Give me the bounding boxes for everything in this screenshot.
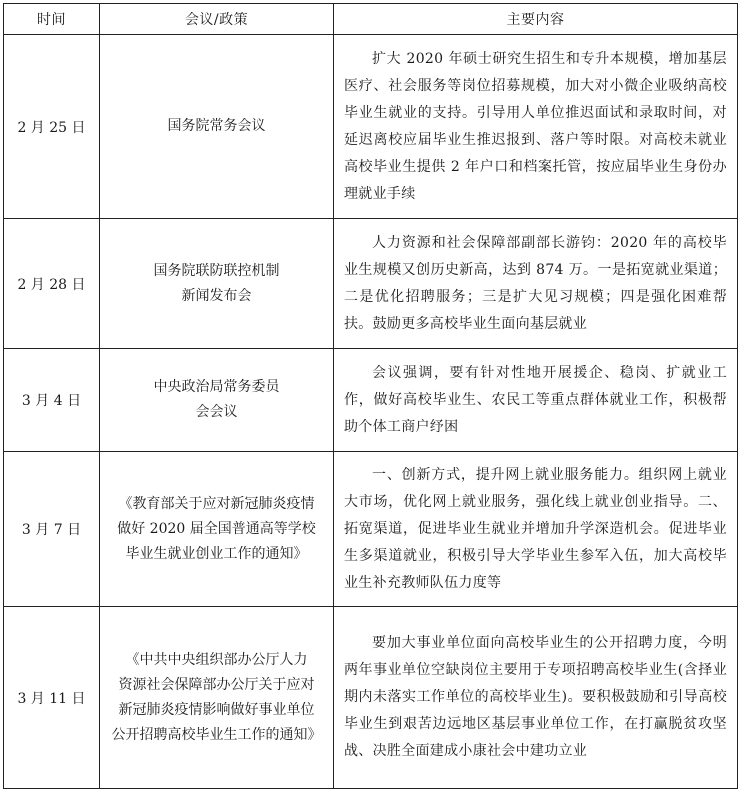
row-content: 人力资源和社会保障部副部长游钧：2020 年的高校毕业生规模又创历史新高，达到 874 万。一是拓宽就业渠道；二是优化招聘服务；三是扩大见习规模；四是强化困难帮扶。鼓励更多高校毕业生面向基层就业	[334, 219, 738, 349]
table-header	[4, 4, 738, 35]
row-date: 2 月 28 日	[4, 219, 100, 349]
row-date: 2 月 25 日	[4, 35, 100, 219]
row-content: 要加大事业单位面向高校毕业生的公开招聘力度，今明两年事业单位空缺岗位主要用于专项招聘高校毕业生(含择业期内未落实工作单位的高校毕业生)。要积极鼓励和引导高校毕业生到艰苦边远地区基层事业单位工作，在打赢脱贫攻坚战、决胜全面建成小康社会中建功立业	[334, 607, 738, 789]
table-body	[4, 35, 738, 789]
meeting-line: 做好 2020 届全国普通高等学校	[117, 520, 316, 537]
row-meeting	[100, 452, 334, 607]
row-date: 3 月 4 日	[4, 349, 100, 452]
row-meeting	[100, 607, 334, 789]
meeting-line: 新闻发布会	[181, 287, 252, 304]
meeting-line: 毕业生就业创业工作的通知》	[125, 545, 308, 562]
row-content: 会议强调，要有针对性地开展援企、稳岗、扩就业工作，做好高校毕业生、农民工等重点群体就业工作，积极帮助个体工商户纾困	[334, 349, 738, 452]
row-meeting	[100, 35, 334, 219]
row-date: 3 月 7 日	[4, 452, 100, 607]
meeting-line: 国务院联防联控机制	[153, 262, 280, 279]
meeting-line: 《中共中央组织部办公厅人力	[125, 651, 308, 668]
row-meeting	[100, 219, 334, 349]
header-row	[4, 4, 738, 35]
table-row	[4, 349, 738, 452]
policy-table	[3, 3, 738, 789]
header-content: 主要内容	[334, 4, 738, 35]
meeting-line: 公开招聘高校毕业生工作的通知》	[111, 726, 322, 743]
meeting-line: 国务院常务会议	[167, 118, 266, 134]
meeting-line: 会会议	[195, 404, 238, 420]
row-content: 扩大 2020 年硕士研究生招生和专升本规模，增加基层医疗、社会服务等岗位招募规模，加大对小微企业吸纳高校毕业生就业的支持。引导用人单位推迟面试和录取时间，对延迟离校应届毕业生推迟报到、落户等时限。对高校未就业高校毕业生提供 2 年户口和档案托管，按应届毕业生身份办理就业手续	[334, 35, 738, 219]
row-meeting	[100, 349, 334, 452]
meeting-line: 中央政治局常务委员	[153, 379, 280, 395]
header-time: 时间	[4, 4, 100, 35]
row-date: 3 月 11 日	[4, 607, 100, 789]
row-content: 一、创新方式，提升网上就业服务能力。组织网上就业大市场，优化网上就业服务，强化线上就业创业指导。二、拓宽渠道，促进毕业生就业并增加升学深造机会。促进毕业生多渠道就业，积极引导大学毕业生参军入伍，加大高校毕业生补充教师队伍力度等	[334, 452, 738, 607]
header-meeting: 会议/政策	[100, 4, 334, 35]
meeting-line: 资源社会保障部办公厅关于应对	[118, 676, 315, 693]
meeting-line: 《教育部关于应对新冠肺炎疫情	[118, 495, 315, 512]
table-row	[4, 219, 738, 349]
table-row	[4, 452, 738, 607]
table-row	[4, 607, 738, 789]
meeting-line: 新冠肺炎疫情影响做好事业单位	[118, 701, 315, 718]
table-row	[4, 35, 738, 219]
